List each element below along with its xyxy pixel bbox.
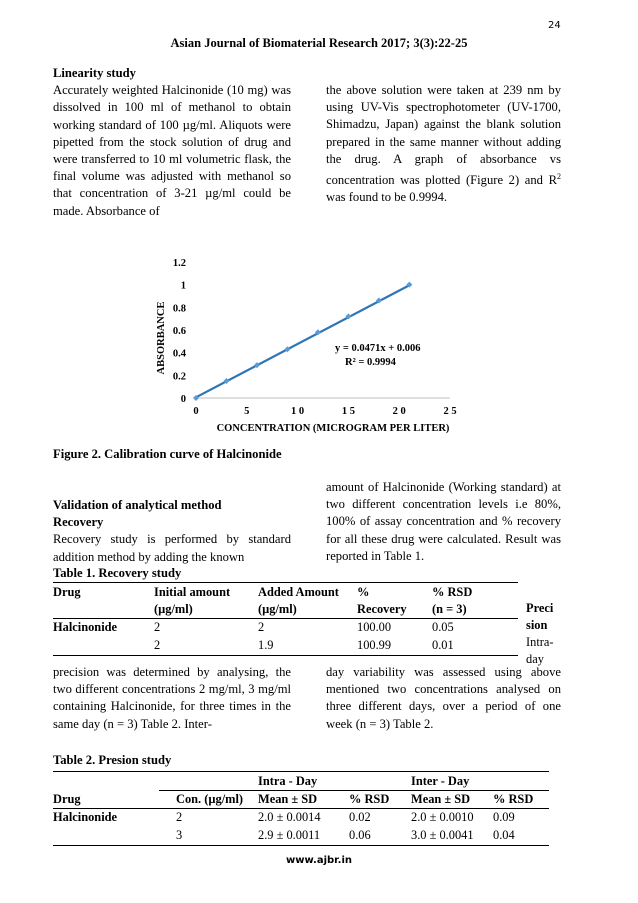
precision-side-line: day [526,652,544,666]
table2-header-con: Con. (µg/ml) [176,792,244,806]
x-tick-label: 0 [193,406,199,417]
table2-group-rule [159,790,549,791]
r-squared-label: R² = 0.9994 [345,357,396,368]
journal-header: Asian Journal of Biomaterial Research 2017; 3(3):22-25 [170,36,468,50]
x-tick-label: 5 [244,406,250,417]
y-tick-label: 1 [180,280,186,292]
linearity-left-column [53,65,291,220]
table2-header-rule [53,808,549,809]
table1-header-initial-unit: (µg/ml) [154,602,193,616]
table1-cell: 2 [154,620,161,634]
table2-cell: 2.9 ± 0.0011 [258,828,321,842]
table2-cell: 0.09 [493,810,515,824]
validation-right-text: amount of Halcinonide (Working standard) at two different concentration levels i.e 80%, 100% of assay concentration and % recovery for all these drug were calculated. Result was reported in Table 1. [326,480,561,563]
linearity-left-text: Accurately weighted Halcinonide (10 mg) was dissolved in 100 ml of methanol to obtain working standard of 100 µg/ml. Aliquots were pipetted from the stock solution of drug and were transferred to 10 ml volumetric flask, the final volume was adjusted with methanol so that concentration of 3-21 µg/ml could be made. Absorbance of [53,83,291,218]
y-tick-label: 0.6 [172,326,186,337]
table1-header-recovery: Recovery [357,602,407,616]
table1-header-percent: % [357,585,370,599]
table1-bottom-rule [53,655,518,656]
table1-top-rule [53,582,518,583]
table1-header-added: Added Amount [258,585,339,599]
table2-cell: 2 [176,810,183,824]
precision-side-line: Intra- [526,635,554,649]
table2-header-drug: Drug [53,792,81,806]
recovery-subheading: Recovery [53,515,104,530]
figure-caption: Figure 2. Calibration curve of Halcinonide [53,447,282,461]
table2-group-intra: Intra - Day [258,774,318,788]
linearity-right-text: the above solution were taken at 239 nm by using UV-Vis spectrophotometer (UV-1700, Shimadzu, Japan) against the blank solution prepared in the same manner without adding the drug. A graph of absorbance vs concentration was plotted (Figure 2) and R [326,83,561,188]
table1-title: Table 1. Recovery study [53,566,182,580]
table1-cell: 2 [258,620,265,634]
validation-left-text: Recovery study is performed by standard addition method by adding the known [53,532,291,564]
table2-cell: 0.04 [493,828,515,842]
table2-cell: 2.0 ± 0.0014 [258,810,321,824]
table1-header-initial: Initial amount [154,585,231,599]
linearity-heading: Linearity study [53,66,136,80]
table1-header-n: (n = 3) [432,602,467,616]
y-tick-label: 0.2 [172,371,186,383]
table2-header-mean-inter: Mean ± SD [411,792,471,806]
x-axis-label: CONCENTRATION (MICROGRAM PER LITER) [216,423,450,434]
y-tick-label: 1.2 [172,258,186,269]
precision-right-column [326,664,561,733]
x-tick-label: 2 5 [443,406,457,417]
table2-header-rsd-inter: % RSD [493,792,534,806]
validation-left-column [53,497,291,566]
trendline-equation: y = 0.0471x + 0.006 [335,343,421,354]
y-tick-label: 0 [180,394,186,405]
table1-header-added-unit: (µg/ml) [258,602,297,616]
table1-cell: 2 [154,638,161,652]
table1-cell: 1.9 [258,638,274,652]
table2-cell: 2.0 ± 0.0010 [411,810,474,824]
linearity-right-column [326,82,561,207]
linearity-right-tail: was found to be 0.9994. [326,190,448,205]
table2-cell: 3.0 ± 0.0041 [411,828,474,842]
y-tick-label: 0.4 [172,348,186,360]
table1-cell-drug: Halcinonide [53,620,118,634]
table2-bottom-rule [53,845,549,846]
table1-cell: 100.00 [357,620,392,634]
table2-cell: 0.06 [349,828,371,842]
table2-top-rule [53,771,549,772]
table2-cell-drug: Halcinonide [53,810,118,824]
calibration-chart [150,248,470,438]
table1-cell: 100.99 [357,638,392,652]
table1-header-rule [53,618,518,619]
table2-group-inter: Inter - Day [411,774,470,788]
x-tick-label: 1 5 [341,406,355,417]
table1-cell: 0.01 [432,638,454,652]
table2-title: Table 2. Presion study [53,753,172,767]
validation-right-column [326,479,561,565]
precision-side-text [526,600,566,668]
footer-url: www.ajbr.in [285,855,353,866]
precision-side-line: Preci [526,601,554,615]
table1-header-drug: Drug [53,585,81,599]
table1-cell: 0.05 [432,620,454,634]
table2-header-rsd-intra: % RSD [349,792,390,806]
table1-header-rsd: % RSD [432,585,473,599]
page-number: 24 [548,20,561,31]
x-tick-label: 2 0 [392,406,406,417]
precision-left-text: precision was determined by analysing, the two different concentrations 2 mg/ml, 3 mg/ml containing Halcinonide, for three times in the same day (n = 3) Table 2. Inter- [53,665,291,731]
precision-side-line: sion [526,618,548,632]
table2-header-mean-intra: Mean ± SD [258,792,318,806]
precision-right-text: day variability was assessed using above mentioned two concentrations analysed on three different days, over a period of one week (n = 3) Table 2. [326,665,561,731]
x-tick-label: 1 0 [291,406,305,417]
r-squared-superscript: 2 [557,172,561,182]
table2-cell: 3 [176,828,183,842]
y-tick-label: 0.8 [172,303,186,315]
validation-heading: Validation of analytical method [53,498,222,512]
y-axis-label: ABSORBANCE [156,301,167,375]
precision-left-column [53,664,291,733]
table2-cell: 0.02 [349,810,371,824]
